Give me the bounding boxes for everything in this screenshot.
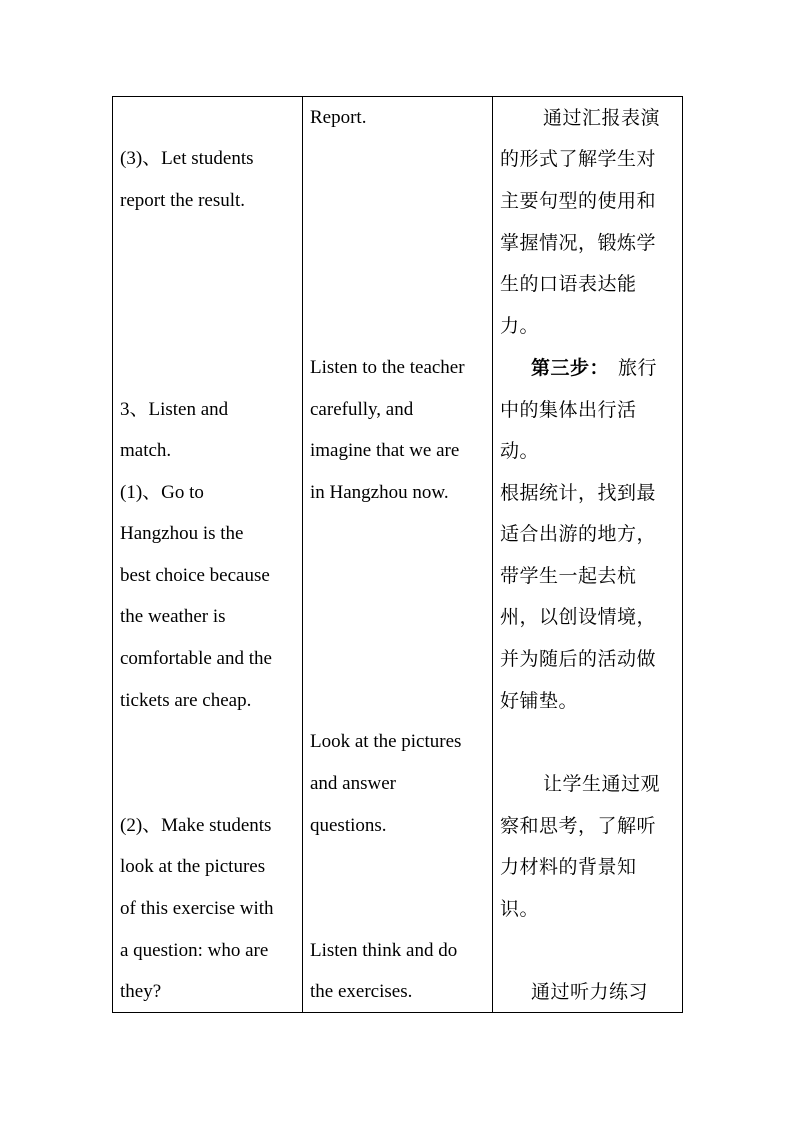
teacher-activity-cell xyxy=(113,97,303,1013)
purpose-line: 适合出游的地方， xyxy=(500,523,657,545)
teacher-line: (1)、Go to xyxy=(120,482,204,503)
purpose-line: 中的集体出行活 xyxy=(500,399,637,421)
teacher-line: comfortable and the xyxy=(120,648,272,669)
purpose-line: 让学生通过观 xyxy=(543,773,661,795)
teacher-line: tickets are cheap. xyxy=(120,690,252,711)
teacher-line: the weather is xyxy=(120,606,226,627)
purpose-line: 动。 xyxy=(500,440,540,462)
purpose-line: 旅行 xyxy=(618,357,658,379)
table-row xyxy=(113,97,683,1013)
student-line: Look at the pictures xyxy=(310,731,462,752)
purpose-line: 主要句型的使用和 xyxy=(500,190,657,212)
teacher-line: (3)、Let students xyxy=(120,148,254,169)
student-activity-cell xyxy=(303,97,493,1013)
step-three-heading: 第三步： xyxy=(531,357,610,379)
student-line: questions. xyxy=(310,815,387,836)
student-line: carefully, and xyxy=(310,399,414,420)
teacher-line: 3、Listen and xyxy=(120,399,229,420)
student-line: Report. xyxy=(310,107,367,128)
teacher-line: of this exercise with xyxy=(120,898,274,919)
purpose-line: 察和思考，了解听 xyxy=(500,815,657,837)
student-line: in Hangzhou now. xyxy=(310,482,449,503)
lesson-plan-table xyxy=(112,96,683,1013)
teacher-line: look at the pictures xyxy=(120,856,266,877)
student-line: imagine that we are xyxy=(310,440,460,461)
teacher-line: they? xyxy=(120,981,162,1002)
student-line: Listen think and do xyxy=(310,940,458,961)
teacher-line: Hangzhou is the xyxy=(120,523,244,544)
teacher-line: a question: who are xyxy=(120,940,269,961)
purpose-line: 识。 xyxy=(500,898,540,920)
purpose-line: 通过听力练习 xyxy=(531,981,649,1003)
purpose-line: 根据统计，找到最 xyxy=(500,482,657,504)
purpose-line: 生的口语表达能 xyxy=(500,273,637,295)
student-line: Listen to the teacher xyxy=(310,357,465,378)
purpose-line: 并为随后的活动做 xyxy=(500,648,657,670)
purpose-line: 掌握情况，锻炼学 xyxy=(500,232,657,254)
student-line: and answer xyxy=(310,773,396,794)
purpose-line: 带学生一起去杭 xyxy=(500,565,637,587)
purpose-line: 力材料的背景知 xyxy=(500,856,637,878)
student-line: the exercises. xyxy=(310,981,413,1002)
teacher-line: best choice because xyxy=(120,565,270,586)
design-purpose-cell xyxy=(493,97,683,1013)
purpose-line: 州，以创设情境， xyxy=(500,606,657,628)
teacher-line: match. xyxy=(120,440,172,461)
teacher-line: (2)、Make students xyxy=(120,815,272,836)
purpose-line: 的形式了解学生对 xyxy=(500,148,657,170)
purpose-line: 通过汇报表演 xyxy=(543,107,661,129)
purpose-line: 好铺垫。 xyxy=(500,690,579,712)
teacher-line: report the result. xyxy=(120,190,246,211)
purpose-line: 力。 xyxy=(500,315,540,337)
